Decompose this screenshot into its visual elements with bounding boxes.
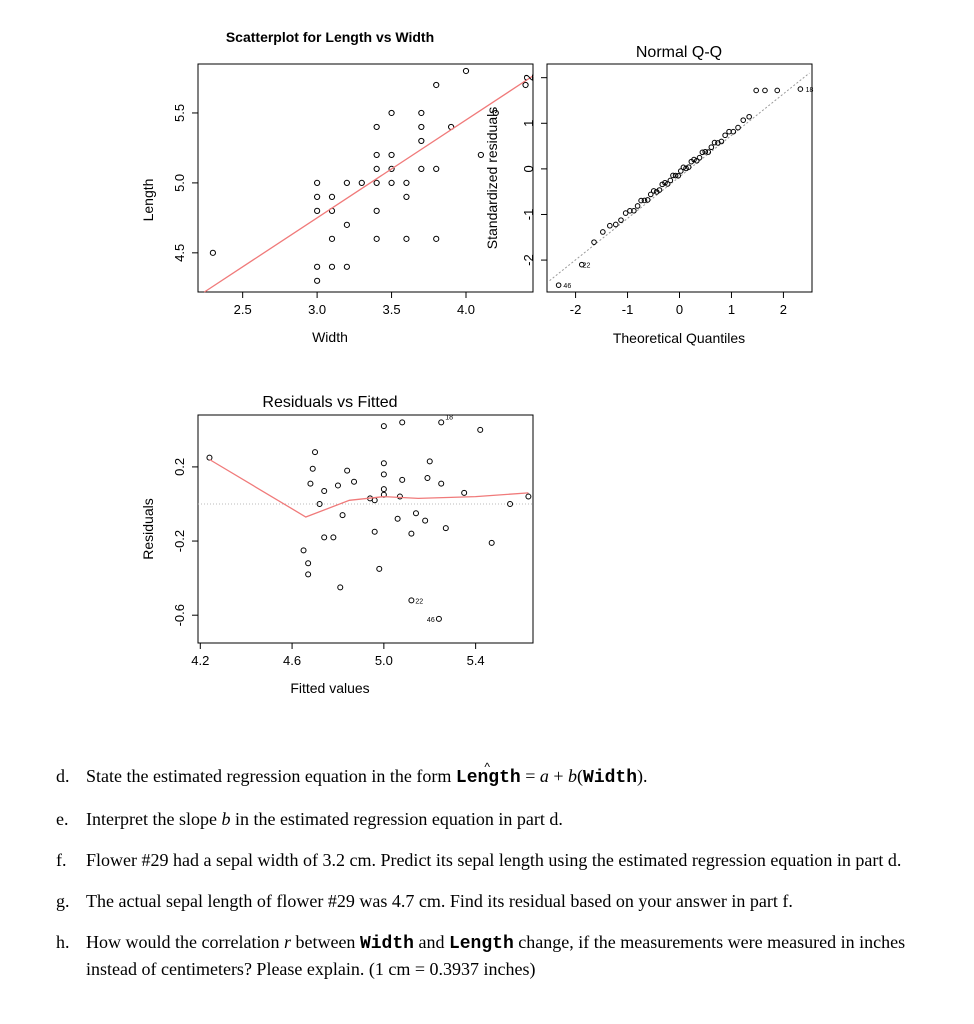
question-label: g. [56,891,70,911]
data-point [338,585,343,590]
point-label: 46 [426,616,435,624]
data-point [397,494,402,499]
y-axis-label: Standardized residuals [484,106,500,250]
data-point [372,498,377,503]
qq-point [723,133,728,138]
y-tick-label: 5.5 [172,103,187,122]
x-tick-label: 5.4 [466,653,485,668]
data-point [340,513,345,518]
data-point [463,68,468,73]
data-point [335,483,340,488]
question-d [56,764,956,791]
data-point [329,194,334,199]
qq-point [556,283,561,288]
qq-point [736,125,741,130]
question-text: How would the correlation [86,932,284,952]
qq-point [754,88,759,93]
qq-point [651,189,656,194]
data-point [389,152,394,157]
width-var: Width [583,768,638,788]
qq-point [709,145,714,150]
labeled-point [436,616,441,621]
x-tick-label: 4.2 [191,653,210,668]
x-tick-label: 5.0 [374,653,393,668]
qq-point [697,155,702,160]
equals-sign: = [520,766,540,786]
data-point [331,535,336,540]
question-list [56,764,956,998]
data-point [344,180,349,185]
data-point [526,494,531,499]
data-point [404,194,409,199]
slope-symbol: b [568,766,578,786]
length-hat-var: Length ^ [456,768,521,788]
qq-point [645,198,650,203]
data-point [395,516,400,521]
x-tick-label: 2.5 [233,302,252,317]
data-point [381,461,386,466]
data-point [210,250,215,255]
data-point [478,427,483,432]
data-point [315,180,320,185]
question-h [56,930,956,982]
data-point [374,152,379,157]
data-point [374,236,379,241]
question-text: Interpret the slope [86,809,222,829]
data-point [489,540,494,545]
data-point [377,566,382,571]
x-axis-label: Width [312,329,348,345]
data-point [329,264,334,269]
data-point [427,459,432,464]
data-point [381,487,386,492]
data-point [374,208,379,213]
data-point [419,110,424,115]
qq-point [592,240,597,245]
data-point [301,548,306,553]
question-f [56,848,956,873]
question-text: The actual sepal length of flower #29 was 4.7 cm. Find its residual based on your answer in part f. [86,891,793,911]
width-var: Width [359,934,414,954]
x-tick-label: 3.0 [308,302,327,317]
slope-symbol: b [221,809,231,829]
point-label: 18 [445,414,454,422]
data-point [409,531,414,536]
y-tick-label: -2 [521,254,536,266]
labeled-point [409,598,414,603]
point-label: 22 [415,598,424,606]
data-point [344,222,349,227]
x-tick-label: -1 [621,302,634,317]
qq-point [747,114,752,119]
question-label: d. [56,766,70,786]
data-point [374,124,379,129]
x-tick-label: 3.5 [382,302,401,317]
qq-point [741,118,746,123]
qq-point [619,218,624,223]
data-point [381,424,386,429]
length-var: Length [448,934,514,954]
data-point [413,511,418,516]
reference-line [550,73,810,280]
data-point [462,490,467,495]
data-point [389,180,394,185]
labeled-point [439,420,444,425]
data-point [345,468,350,473]
data-point [374,180,379,185]
scatterplot-length-vs-width [130,20,476,360]
data-point [419,124,424,129]
qq-point [775,88,780,93]
x-tick-label: 2 [779,302,788,317]
question-label: e. [56,809,69,829]
data-point [315,264,320,269]
y-tick-label: 1 [521,119,536,127]
qq-point [763,88,768,93]
data-point [404,180,409,185]
x-axis-label: Theoretical Quantiles [612,330,746,346]
data-point [381,472,386,477]
qq-point [601,230,606,235]
question-text: State the estimated regression equation in the form [86,766,456,786]
data-point [423,518,428,523]
close-paren: ). [637,766,648,786]
qq-point [608,223,613,228]
y-tick-label: 0.2 [172,457,187,476]
x-tick-label: 0 [675,302,684,317]
data-point [207,455,212,460]
data-point [400,477,405,482]
data-point [344,264,349,269]
data-point [306,572,311,577]
data-point [308,481,313,486]
data-point [313,450,318,455]
residuals-vs-fitted-plot [130,380,485,700]
data-point [389,110,394,115]
data-point [315,194,320,199]
x-tick-label: 4.6 [283,653,302,668]
qq-point [613,222,618,227]
x-axis-label: Fitted values [290,680,370,696]
x-tick-label: 4.0 [456,302,476,317]
qq-point [668,178,673,183]
question-text: Flower #29 had a sepal width of 3.2 cm. Predict its sepal length using the estimated regression equation in part d. [86,850,902,870]
normal-qq-plot [480,30,840,360]
y-tick-label: 5.0 [172,173,187,192]
data-point [315,208,320,213]
chart-title: Normal Q-Q [635,44,723,61]
chart-title: Scatterplot for Length vs Width [225,29,435,45]
y-axis-label: Residuals [140,498,156,560]
question-text-and: and [413,932,449,952]
y-tick-label: 2 [521,74,536,82]
point-label: 18 [805,87,814,95]
data-point [434,236,439,241]
data-point [425,476,430,481]
x-tick-label: -2 [569,302,582,317]
data-point [400,420,405,425]
question-text-mid: between [290,932,360,952]
intercept-symbol: a [539,766,549,786]
y-tick-label: 0 [521,165,536,173]
data-point [322,489,327,494]
data-point [329,236,334,241]
qq-point [635,204,640,209]
data-point [315,278,320,283]
y-tick-label: 4.5 [172,243,187,262]
plus-sign: + [548,766,569,786]
data-point [419,166,424,171]
correlation-symbol: r [283,932,291,952]
data-point [310,466,315,471]
question-e [56,807,956,832]
y-tick-label: -0.2 [172,529,187,553]
open-paren: ( [577,766,584,786]
data-point [322,535,327,540]
data-point [443,526,448,531]
point-label: 22 [582,262,591,270]
y-axis-label: Length [140,178,156,222]
data-point [434,166,439,171]
qq-point [798,87,803,92]
data-point [439,481,444,486]
data-point [372,529,377,534]
data-point [419,138,424,143]
y-tick-label: -0.6 [172,603,187,627]
question-label: f. [56,850,67,870]
question-label: h. [56,932,70,952]
y-tick-label: -1 [521,208,536,221]
data-point [404,236,409,241]
point-label: 46 [563,283,572,291]
data-point [434,82,439,87]
data-point [352,479,357,484]
x-tick-label: 1 [727,302,736,317]
question-text-end: change, if the measurements were measured in inches instead of centimeters? Please explain. (1 cm = 0.3937 inches) [86,932,906,979]
chart-title: Residuals vs Fitted [262,394,398,411]
smooth-line [210,460,529,518]
data-point [374,166,379,171]
plot-frame [198,415,533,643]
data-point [306,561,311,566]
question-g [56,889,956,914]
question-text-end: in the estimated regression equation in part d. [230,809,563,829]
data-point [359,180,364,185]
